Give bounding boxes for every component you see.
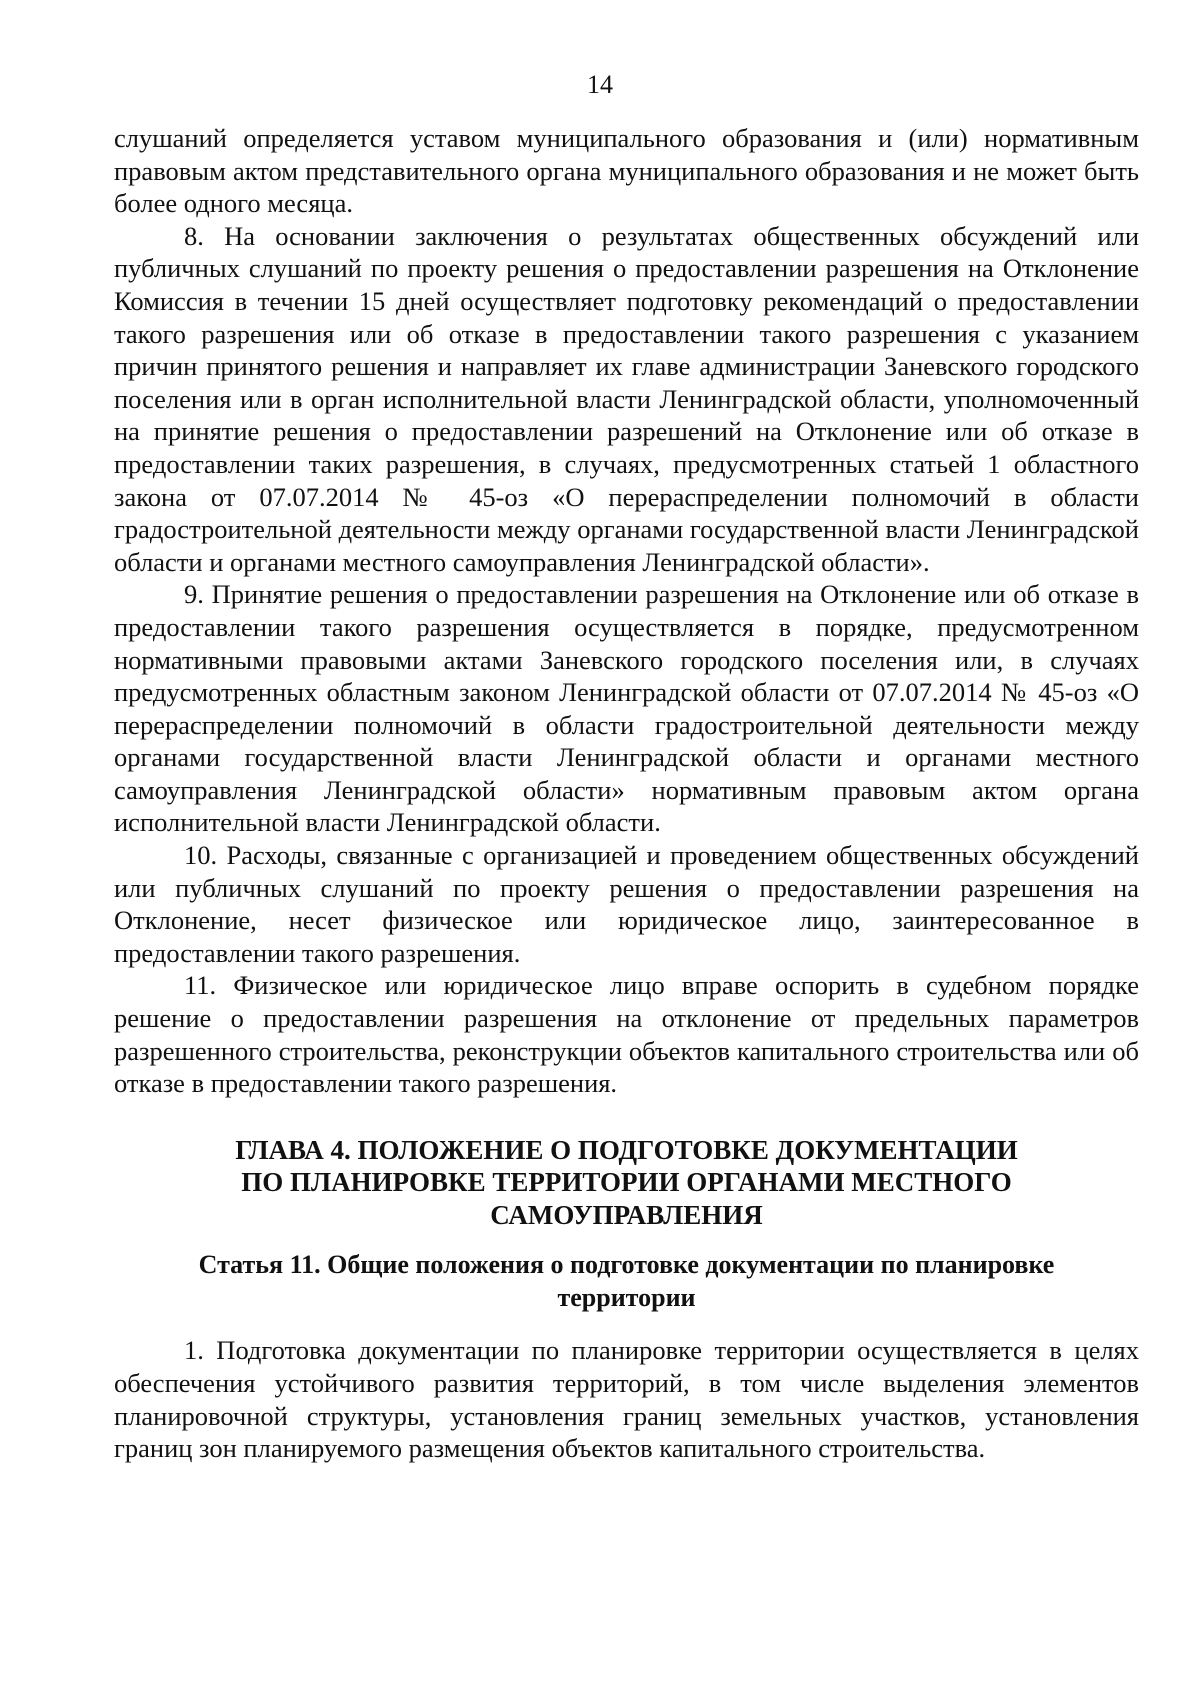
paragraph-10: 10. Расходы, связанные с организацией и проведением общественных обсуждений или публичных слушаний по проекту решения о предоставлении разрешения на Отклонение, несет физическое или юридическое лицо, заинтересованное в предоставлении такого разрешения.: [114, 840, 1139, 968]
article-heading: [154, 1249, 1099, 1314]
paragraph-continuation: слушаний определяется уставом муниципального образования и (или) нормативным правовым актом представительного органа муниципального образования и не может быть более одного месяца.: [114, 123, 1139, 219]
article-heading-line-2: территории: [557, 1282, 696, 1312]
paragraph-11: 11. Физическое или юридическое лицо вправе оспорить в судебном порядке решение о предоставлении разрешения на отклонение от предельных параметров разрешенного строительства, реконструкции объектов капитального строительства или об отказе в предоставлении такого разрешения.: [114, 970, 1139, 1099]
chapter-heading-line-1: ГЛАВА 4. ПОЛОЖЕНИЕ О ПОДГОТОВКЕ ДОКУМЕНТАЦИИ: [235, 1134, 1018, 1165]
chapter-heading: [174, 1134, 1079, 1232]
chapter-heading-line-2: ПО ПЛАНИРОВКЕ ТЕРРИТОРИИ ОРГАНАМИ МЕСТНОГО: [241, 1167, 1012, 1198]
paragraph-9: 9. Принятие решения о предоставлении разрешения на Отклонение или об отказе в предоставлении такого разрешения осуществляется в порядке, предусмотренном нормативными правовыми актами Заневского городского поселения или, в случаях предусмотренных областным законом Ленинградской области от 07.07.2014 № 45-оз «О перераспределении полномочий в области градостроительной деятельности между органами государственной власти Ленинградской области и органами местного самоуправления Ленинградской области» нормативным правовым актом органа исполнительной власти Ленинградской области.: [114, 579, 1139, 838]
chapter-heading-line-3: САМОУПРАВЛЕНИЯ: [490, 1199, 763, 1230]
article-paragraph-1: 1. Подготовка документации по планировке территории осуществляется в целях обеспечения устойчивого развития территорий, в том числе выделения элементов планировочной структуры, установления границ земельных участков, установления границ зон планируемого размещения объектов капитального строительства.: [114, 1335, 1139, 1464]
page-content: [114, 122, 1139, 1465]
page-number: 14: [587, 70, 613, 99]
paragraph-8: 8. На основании заключения о результатах общественных обсуждений или публичных слушаний по проекту решения о предоставлении разрешения на Отклонение Комиссия в течении 15 дней осуществляет подготовку рекомендаций о предоставлении такого разрешения или об отказе в предоставлении такого разрешения с указанием причин принятого решения и направляет их главе администрации Заневского городского поселения или в орган исполнительной власти Ленинградской области, уполномоченный на принятие решения о предоставлении разрешений на Отклонение или об отказе в предоставлении таких разрешения, в случаях, предусмотренных статьей 1 областного закона от 07.07.2014 № 45-оз «О перераспределении полномочий в области градостроительной деятельности между органами государственной власти Ленинградской области и органами местного самоуправления Ленинградской области».: [114, 220, 1139, 577]
article-heading-line-1: Статья 11. Общие положения о подготовке документации по планировке: [198, 1250, 1055, 1280]
